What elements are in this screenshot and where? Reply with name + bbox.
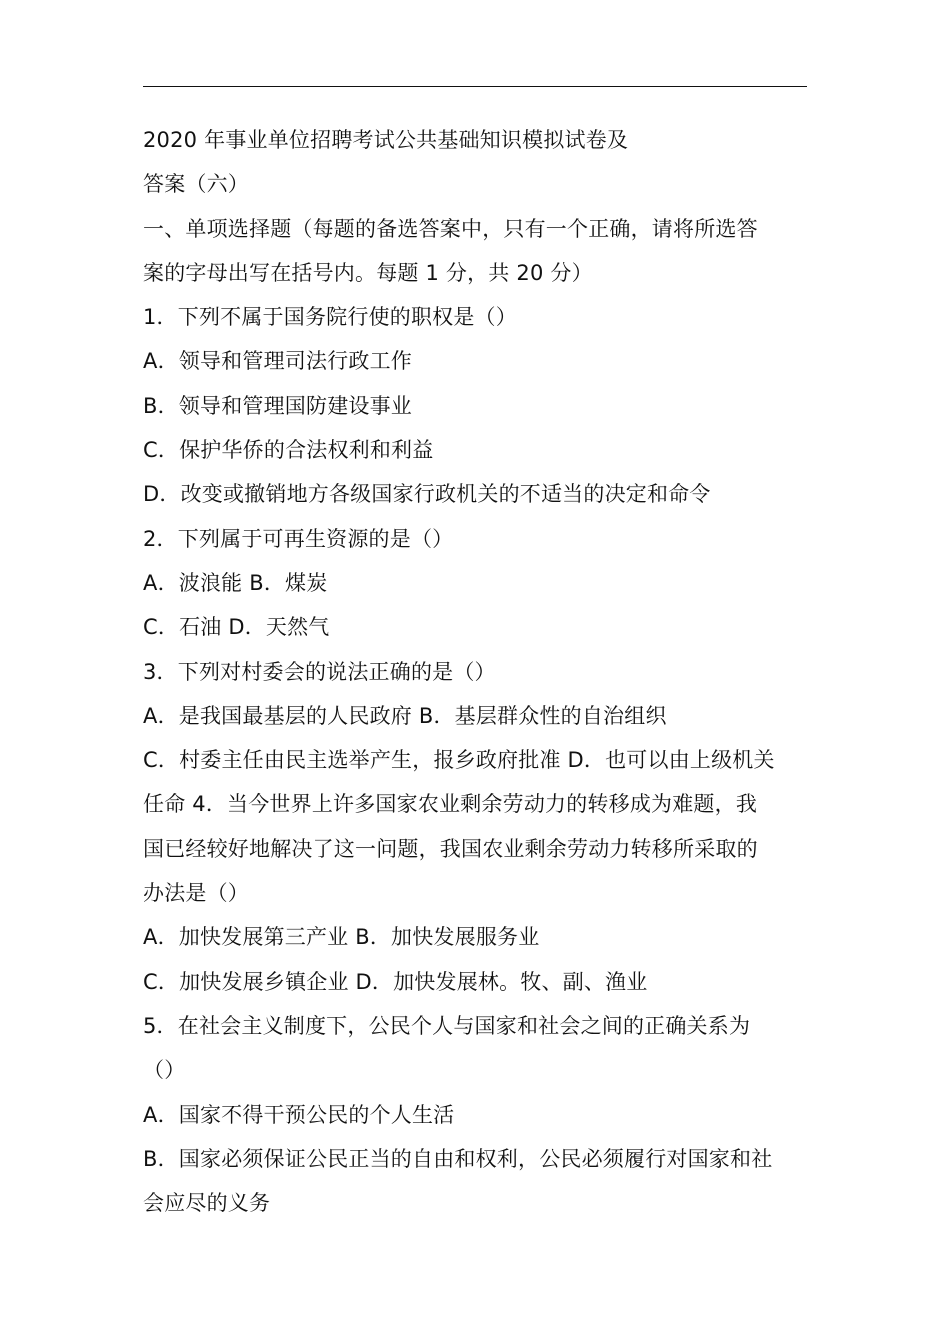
section-heading-line-2: 案的字母出写在括号内。每题 1 分，共 20 分）	[143, 260, 593, 285]
question-5-option-b: B．国家必须保证公民正当的自由和权利，公民必须履行对国家和社	[143, 1146, 773, 1171]
question-1-option-c: C．保护华侨的合法权利和利益	[143, 438, 434, 463]
question-3-options-ab: A．是我国最基层的人民政府 B．基层群众性的自治组织	[143, 703, 667, 728]
question-5-option-b-continuation: 会应尽的义务	[143, 1191, 271, 1216]
question-3-options-cd: C．村委主任由民主选举产生，报乡政府批准 D．也可以由上级机关	[143, 748, 775, 773]
question-4-line-2: 国已经较好地解决了这一问题，我国农业剩余劳动力转移所采取的	[143, 836, 758, 861]
question-2-options-cd: C．石油 D．天然气	[143, 615, 330, 640]
question-1-option-b: B．领导和管理国防建设事业	[143, 393, 413, 418]
question-2-options-ab: A．波浪能 B．煤炭	[143, 570, 328, 595]
section-heading-line-1: 一、单项选择题（每题的备选答案中，只有一个正确，请将所选答	[143, 216, 758, 241]
question-1: 1．下列不属于国务院行使的职权是（）	[143, 305, 517, 330]
question-5-blank: （）	[143, 1058, 186, 1083]
document-body	[143, 118, 807, 1225]
question-1-option-d: D．改变或撤销地方各级国家行政机关的不适当的决定和命令	[143, 482, 711, 507]
question-5: 5．在社会主义制度下，公民个人与国家和社会之间的正确关系为	[143, 1013, 751, 1038]
title-line-1: 2020 年事业单位招聘考试公共基础知识模拟试卷及	[143, 128, 629, 152]
question-5-option-a: A．国家不得干预公民的个人生活	[143, 1102, 455, 1127]
header-rule	[143, 86, 807, 87]
question-3-continuation: 任命 4．当今世界上许多国家农业剩余劳动力的转移成为难题，我	[143, 792, 758, 817]
question-4-options-cd: C．加快发展乡镇企业 D．加快发展林。牧、副、渔业	[143, 969, 648, 994]
question-4-options-ab: A．加快发展第三产业 B．加快发展服务业	[143, 925, 540, 950]
title-line-2: 答案（六）	[143, 172, 249, 197]
question-2: 2．下列属于可再生资源的是（）	[143, 526, 454, 551]
question-3: 3．下列对村委会的说法正确的是（）	[143, 659, 496, 684]
question-1-option-a: A．领导和管理司法行政工作	[143, 349, 412, 374]
question-4-line-3: 办法是（）	[143, 881, 249, 906]
